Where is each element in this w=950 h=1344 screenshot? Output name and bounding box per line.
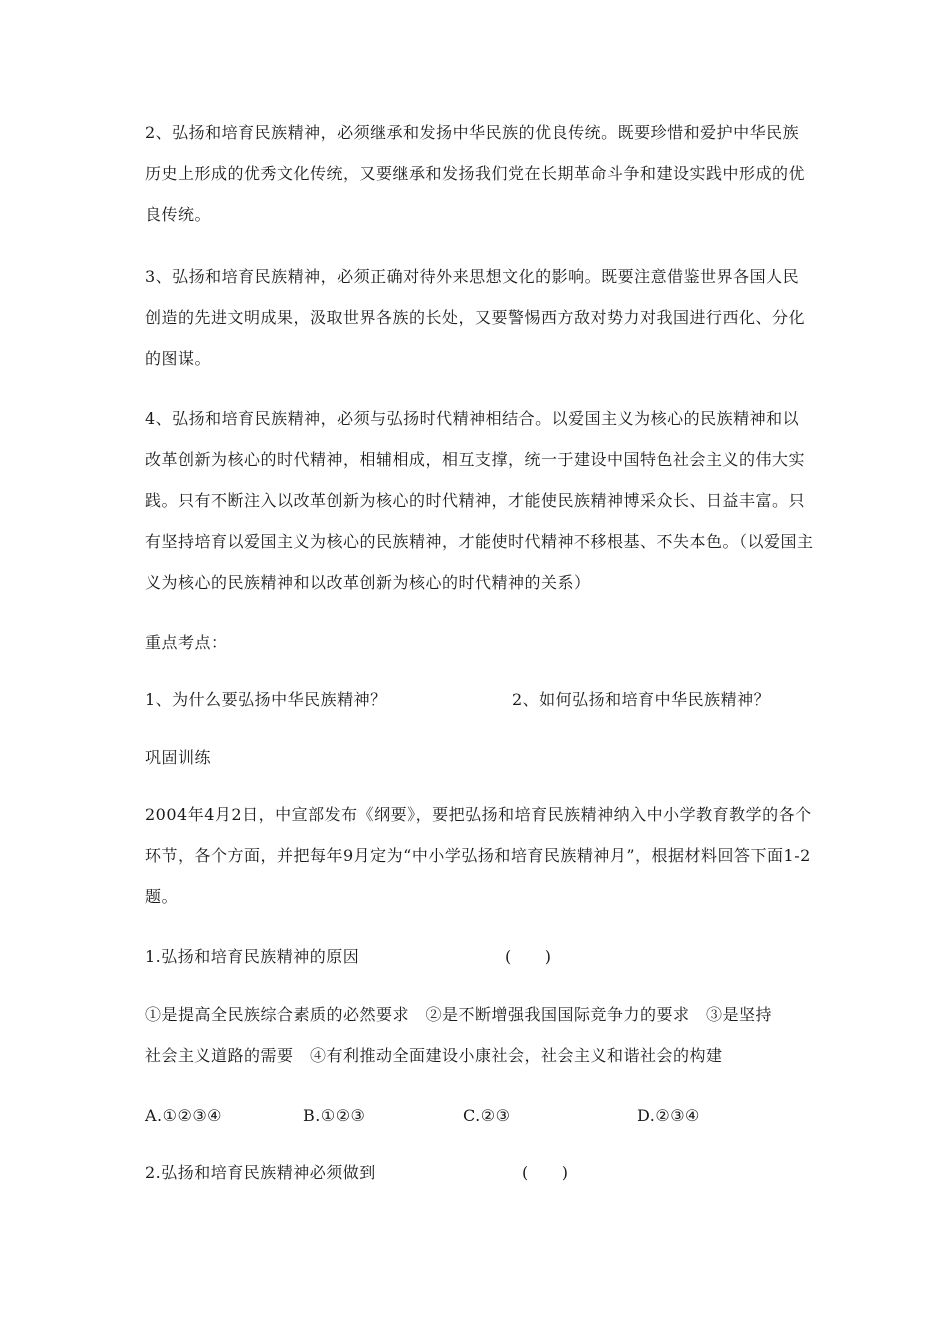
paragraph-2: 2、弘扬和培育民族精神，必须继承和发扬中华民族的优良传统。既要珍惜和爱护中华民族历史上形成的优秀文化传统，又要继承和发扬我们党在长期革命斗争和建设实践中形成的优良传统。	[145, 123, 806, 224]
paragraph-3: 3、弘扬和培育民族精神，必须正确对待外来思想文化的影响。既要注意借鉴世界各国人民创造的先进文明成果，汲取世界各族的长处，又要警惕西方敌对势力对我国进行西化、分化的图谋。	[145, 267, 806, 368]
question-1-statements-line-1: ①是提高全民族综合素质的必然要求 ②是不断增强我国国际竞争力的要求 ③是坚持	[145, 1005, 773, 1024]
key-points-heading: 重点考点：	[145, 633, 228, 652]
practice-heading: 巩固训练	[145, 748, 212, 767]
question-2-answer-bracket: ( )	[522, 1163, 569, 1182]
practice-material: 2004年4月2日，中宣部发布《纲要》，要把弘扬和培育民族精神纳入中小学教育教学的各个环节，各个方面，并把每年9月定为“中小学弘扬和培育民族精神月”，根据材料回答下面1-2题。	[145, 805, 812, 906]
question-1-option-a: A.①②③④	[145, 1106, 223, 1125]
question-1-answer-bracket: ( )	[505, 947, 552, 966]
question-1-stem: 1.弘扬和培育民族精神的原因	[145, 947, 360, 966]
paragraph-4: 4、弘扬和培育民族精神，必须与弘扬时代精神相结合。以爱国主义为核心的民族精神和以改革创新为核心的时代精神，相辅相成，相互支撑，统一于建设中国特色社会主义的伟大实践。只有不断注入以改革创新为核心的时代精神，才能使民族精神博采众长、日益丰富。只有坚持培育以爱国主义为核心的民族精神，才能使时代精神不移根基、不失本色。（以爱国主义为核心的民族精神和以改革创新为核心的时代精神的关系）	[145, 409, 814, 592]
question-1-option-d: D.②③④	[637, 1106, 700, 1125]
question-1-option-c: C.②③	[463, 1106, 511, 1125]
question-1-option-b: B.①②③	[303, 1106, 366, 1125]
key-point-question-1: 1、为什么要弘扬中华民族精神？	[145, 690, 387, 709]
key-point-question-2: 2、如何弘扬和培育中华民族精神？	[512, 690, 771, 709]
question-2-stem: 2.弘扬和培育民族精神必须做到	[145, 1163, 376, 1182]
question-1-statements-line-2: 社会主义道路的需要 ④有利推动全面建设小康社会，社会主义和谐社会的构建	[145, 1046, 723, 1065]
